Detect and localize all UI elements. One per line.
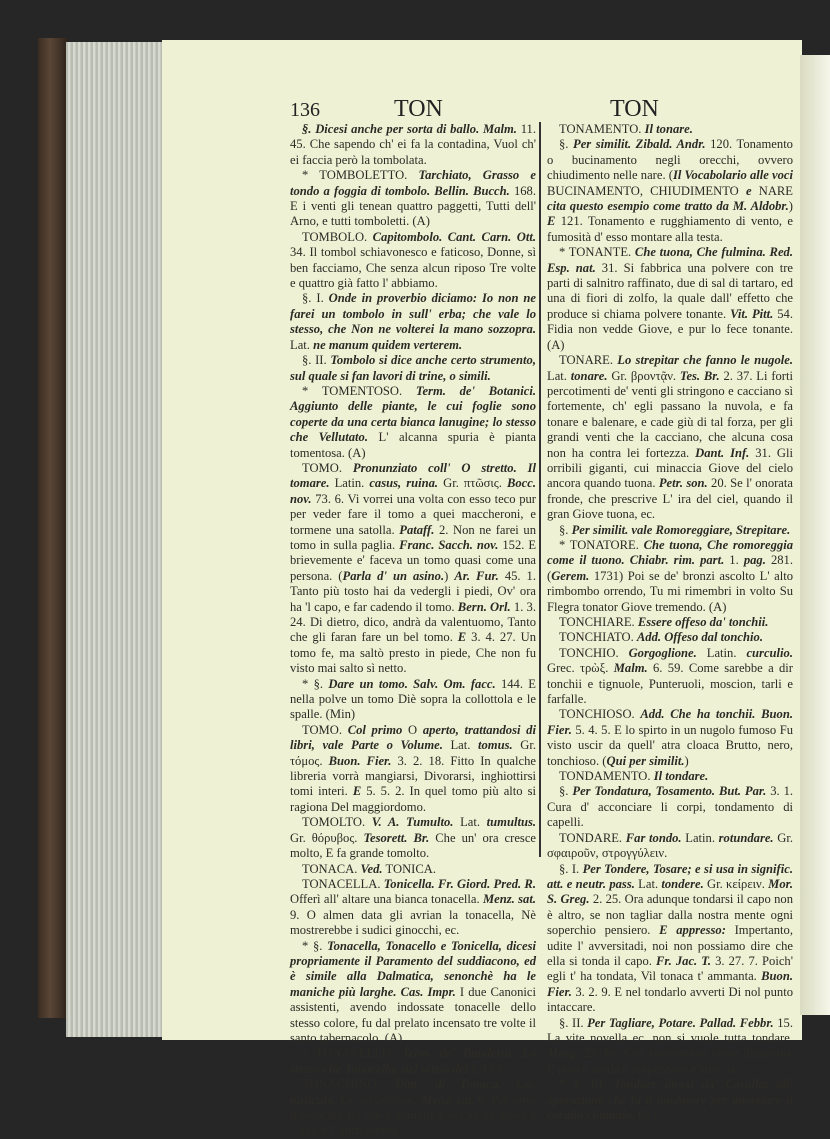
roman-text: ) (788, 199, 793, 214)
italic-text: Fr. Jac. T. (656, 953, 711, 968)
roman-text: 3. 4. 27. Un tomo fe, ma saltò presto in piede, Che non fu visto mai salto sì netto. (290, 630, 536, 676)
roman-text: 31. Si fabbrica una polvere con tre parti di salnitro raffinato, due di sal di tartaro, ed una di fiori di zolfo, la quale dall' effetto che produce si chiama polvere tonante. (547, 260, 793, 321)
roman-text: 281. ( (547, 553, 793, 583)
italic-text: aperto, trattandosi di libri, vale Parte o Volume. (290, 722, 536, 753)
roman-text: * TONACELLO. (302, 1046, 403, 1061)
italic-text: Ar. Fur. (454, 568, 499, 583)
dictionary-entry (290, 168, 536, 230)
italic-text: Tarchiato, Grasso e tondo a foggia di tombolo. Bellin. Bucch. (290, 168, 536, 198)
roman-text: ) (444, 568, 455, 583)
italic-text: Essere offeso da' tonchii. (637, 615, 769, 629)
roman-text: Impertanto, udite l' avversitadi, noi non possiamo dire che ella si tonda il capo. (547, 923, 793, 968)
roman-text: §. (A) (467, 1061, 502, 1076)
dictionary-entry (547, 831, 793, 862)
roman-text: §. (559, 784, 573, 799)
roman-text: 15. La vite novella ec. non si vuole tutta tondare. (547, 1015, 794, 1045)
dictionary-entry (547, 122, 793, 137)
roman-text: 34. Il tombol schiavonesco e faticoso, Donne, sì ben facciamo, Che senza alcun riposo Tre volte e quattro già fatto l' abbiamo. (290, 245, 536, 291)
italic-text: Petr. son. (658, 476, 708, 491)
roman-text: TONARE. (559, 353, 618, 368)
roman-text: 3. 2. 9. E nel tondarlo avverti Di nol punto intaccare. (547, 984, 793, 1015)
roman-text: 5. 4. 5. E lo spirto in un nugolo fumoso Fu visto uscir da quell' atra cloaca Brutto, nero, tonchioso. ( (547, 722, 793, 768)
italic-text: Che tuona, Che fulmina. Red. Esp. nat. (547, 245, 793, 275)
roman-text: 9. O almen data gli avrian la tonacella, Nè mostrerebbe i sudici ginocchi, ec. (290, 907, 536, 938)
roman-text: Latin. (696, 645, 747, 660)
dictionary-entry (547, 523, 793, 538)
roman-text: Lat. (501, 1077, 536, 1092)
roman-text: 144. E nella polve un tomo Diè sopra la collottola e le spalle. (Min) (290, 676, 536, 722)
italic-text: tomus. (478, 738, 513, 753)
roman-text: 27. 66. Che combatteva come disperato, E pota e tonda e scapezzava e stralcia. (547, 1046, 793, 1076)
roman-text: Gr. χιτωνίσκος. (336, 1092, 422, 1107)
italic-text: §. Dicesi anche per sorta di ballo. Malm. (302, 122, 517, 136)
italic-text: Onde in proverbio diciamo: Io non ne farei un tombolo in sull' erba; che vale lo stesso, che Non ne volterei la mano sozzopra. (290, 291, 536, 337)
italic-text: Gorgoglione. (628, 645, 697, 660)
roman-text: Grec. τρὼξ. (547, 661, 614, 676)
dictionary-entry (547, 245, 793, 353)
roman-text: 31. Gli orribili giganti, cui minaccia Giove del cielo ancora quando tuona. (547, 445, 793, 491)
italic-text: Tes. Br. (679, 368, 720, 383)
italic-text: Dant. Inf. (695, 445, 750, 460)
italic-text: Il tondare. (653, 769, 709, 784)
roman-text: * TONATORE. (559, 537, 644, 552)
facing-page-edge (800, 55, 830, 1015)
italic-text: Add. Offeso dal tonchio. (636, 630, 763, 645)
running-head-right: TON (610, 96, 659, 122)
italic-text: Menz. sat. (421, 1092, 475, 1107)
roman-text: §. I. (302, 291, 329, 306)
roman-text: 168. E i venti gli tenean quattro paggetti, Tutti dell' Arno, e tutti tomboletti. (A) (290, 183, 537, 229)
roman-text: Gr. πτῶσις. (438, 476, 507, 491)
italic-text: Morg. (547, 1046, 579, 1061)
roman-text: 20. Se l' onorata fronde, che prescrive L' ira del ciel, quando il gran Giove tuona, ec. (547, 476, 793, 522)
dictionary-entry (547, 1077, 793, 1123)
roman-text: 6. Pur sotto il tonachin fia che s' appiatte Ciò che lor grava e l' uno e l' altro lombo. (290, 1092, 536, 1138)
dictionary-entry (290, 461, 536, 677)
dictionary-entry (290, 862, 536, 877)
roman-text: 3. 27. 7. Poich' egli t' ha tondata, Vil tonaca t' ammanta. (547, 953, 793, 984)
italic-text: Lo strepitar che fanno le nugole. (617, 353, 793, 368)
dictionary-entry (290, 353, 536, 384)
roman-text: 1. (724, 553, 744, 568)
roman-text: I due Canonici assistenti, avendo indossate tonacelle dello stesso colore, fu dal prelato incensato tre volte il santo tabernacolo. (A) (290, 984, 536, 1045)
italic-text: rotundare. (718, 830, 774, 845)
italic-text: Per Tagliare, Potare. Pallad. Febbr. (587, 1015, 774, 1030)
dictionary-entry (547, 353, 793, 522)
dictionary-entry (547, 615, 793, 630)
roman-text: Offerì all' altare una bianca tonacella. (290, 892, 483, 907)
roman-text: 3. 2. 18. Fitto In qualche libreria vorrà mangiarsi, Divorarsi, inghiottirsi tomi interi. (290, 753, 536, 799)
italic-text: Il tonare. (644, 122, 693, 136)
roman-text: §. II. (302, 353, 331, 368)
italic-text: Che tuona, Che romoreggia come il tuono. Chiabr. rim. part. (547, 537, 793, 568)
italic-text: Tondare dicesi da' Corallai all' operazione che fa il tondatore per attondare il corallo chianato. (547, 1077, 794, 1122)
left-column (290, 122, 536, 1139)
roman-text: TONCHIOSO. (559, 707, 641, 722)
roman-text: L' alcanna spuria è pianta tomentosa. (A) (290, 430, 537, 460)
page-number: 136 (290, 99, 320, 121)
italic-text: Term. de' Banderai. Lo stesso che Tonacella, nel senso del (290, 1046, 536, 1076)
roman-text: TONCHIATO. (559, 630, 637, 645)
dictionary-entry (290, 815, 536, 861)
roman-text: * §. (302, 938, 328, 953)
italic-text: cita questo esempio come tratto da M. Aldobr. (547, 199, 789, 214)
roman-text: Lat. (442, 738, 478, 753)
page-edges (66, 42, 164, 1037)
roman-text: TONACELLA. (302, 876, 384, 891)
roman-text: §. II. (559, 1015, 588, 1030)
italic-text: Tonacella, Tonacello e Tonicella, dicesi propriamente il Paramento del suddiacono, ed è simile alla Dalmatica, senonchè ha le maniche più larghe. Cas. Impr. (290, 938, 536, 999)
italic-text: Add. Che ha tonchii. Buon. Fier. (547, 707, 793, 737)
italic-text: E (352, 784, 362, 799)
italic-text: Qui per similit. (606, 753, 685, 768)
italic-text: Pataff. (399, 522, 435, 537)
italic-text: Tonicella. Fr. Giord. Pred. R. (383, 876, 536, 891)
roman-text: 2. 25. Ora adunque tondarsi il capo non è altro, se non tagliar dalla nostra mente ogni soperchio pensiero. (547, 892, 793, 938)
italic-text: Parla d' un asino. (342, 568, 445, 583)
italic-text: e (745, 183, 752, 198)
dictionary-entry (290, 877, 536, 939)
italic-text: Dim. di Tonaca. (394, 1077, 502, 1092)
italic-text: Ved. (360, 861, 383, 876)
italic-text: Term. de' Botanici. Aggiunto delle piante, le cui foglie sono coperte da una certa bianca lanugine; lo stesso che Vellutato. (290, 383, 537, 445)
roman-text: 2. 37. Li forti percotimenti de' venti gli stringono e cacciano sì fortemente, ch' egli passano la nuvola, e fa tonare e balenare, e cade giù di tal forza, per gli grandi venti che la cacciano, che alcuna cosa non ha contra lei fortezza. (547, 368, 793, 460)
dictionary-entry (547, 707, 793, 769)
italic-text: Per similit. vale Romoreggiare, Strepitare. (571, 522, 791, 537)
roman-text: Lat. (453, 815, 487, 830)
dictionary-entry (547, 538, 793, 615)
dictionary-entry (547, 646, 793, 708)
italic-text: Il Vocabolario alle voci (672, 168, 793, 183)
roman-text: Latin. (681, 830, 719, 845)
italic-text: Capitombolo. Cant. Carn. Ott. (372, 229, 536, 244)
roman-text: 1. 3. 24. Di dietro, dico, andrà da valentuomo, Tanto che gli faran fare un bel tomo. (290, 599, 537, 645)
roman-text: (A) (635, 1108, 656, 1122)
roman-text: TONDAMENTO. (559, 769, 654, 784)
italic-text: E appresso: (659, 923, 726, 938)
roman-text: * §. III. (559, 1077, 614, 1092)
dictionary-entry (547, 630, 793, 645)
roman-text: TONDARE. (559, 830, 626, 845)
dictionary-entry (290, 1046, 536, 1077)
italic-text: Gerem. (551, 568, 590, 583)
dictionary-entry (547, 862, 793, 1016)
roman-text: Gr. κείρειν. (703, 876, 769, 891)
roman-text: * TONANTE. (559, 245, 635, 260)
italic-text: casus, ruina. (369, 476, 439, 491)
roman-text: 54. Fidia non vedde Giove, e pur lo fece tonante. (A) (547, 306, 794, 352)
roman-text: NARE (751, 183, 794, 198)
roman-text: §. (559, 522, 572, 537)
roman-text: Latin. (329, 476, 370, 491)
italic-text: Menz. sat. (482, 892, 536, 907)
roman-text: 3. 1. Cura d' acconciare li corpi, tondamento di capelli. (547, 784, 794, 830)
italic-text: Tesorett. Br. (363, 830, 430, 845)
italic-text: Mor. S. Greg. (547, 876, 793, 907)
dictionary-entry (547, 784, 793, 830)
dictionary-entry (290, 122, 536, 168)
dictionary-entry (547, 1016, 793, 1078)
roman-text: TONCHIARE. (559, 615, 638, 629)
italic-text: Dare un tomo. Salv. Om. facc. (328, 676, 496, 691)
italic-text: Per Tondatura, Tosamento. But. Par. (572, 784, 767, 799)
italic-text: ne manum quidem verterem. (313, 337, 463, 352)
roman-text: Gr. βροντᾷν. (607, 368, 680, 383)
roman-text: 120. Tonamento o bucinamento negli orecchi, ovvero chiudimento nelle nare. ( (547, 137, 793, 183)
roman-text: TONACHINO. (302, 1077, 395, 1092)
roman-text: 73. 6. Vi vorrei una volta con esso teco pur per veder fare il tomo a quei maccheroni, e tormene una satolla. (290, 491, 536, 537)
italic-text: E (547, 214, 556, 229)
italic-text: Per similit. Zibald. Andr. (573, 137, 706, 152)
italic-text: Tombolo si dice anche certo strumento, sul quale si fan lavori di trine, o simili. (290, 353, 537, 383)
italic-text: tondere. (661, 876, 704, 891)
roman-text: Che un' ora cresce molto, E fa grande tomolto. (290, 830, 537, 861)
roman-text: TONICA. (382, 861, 437, 876)
dictionary-entry (290, 230, 536, 292)
roman-text: * §. (302, 676, 329, 691)
italic-text: Buon. Fier. (328, 753, 392, 768)
roman-text: 152. E brievemente e' faceva un tomo quasi come una persona. ( (290, 537, 537, 583)
dictionary-entry (290, 677, 536, 723)
roman-text: TOMOLTO. (302, 815, 372, 830)
italic-text: Bern. Orl. (457, 599, 511, 614)
roman-text: 5. 5. 2. In quel tomo più alto si ragiona Del maggiordomo. (290, 784, 536, 814)
dictionary-entry (290, 291, 536, 353)
roman-text: BUCINAMENTO, CHIUDIMENTO (547, 183, 746, 198)
roman-text: * TOMBOLETTO. (302, 168, 419, 183)
dictionary-entry (290, 723, 536, 815)
roman-text: 11. 45. Che sapendo ch' ei fa la contadina, Vuol ch' ei faccia però la tombolata. (290, 122, 536, 167)
column-divider (539, 122, 541, 857)
italic-text: Malm. (613, 661, 648, 676)
roman-text: Lat. (634, 876, 662, 891)
roman-text: 1731) Poi se de' bronzi ascolto L' alto rimbombo orrendo, Tu mi rimembri in volto Su Flegra tonator Giove tremendo. (A) (547, 568, 793, 614)
roman-text: Lat. (547, 368, 571, 383)
roman-text: Gr. τόμος. (290, 738, 537, 768)
dictionary-entry (290, 384, 536, 461)
running-head-left: TON (394, 96, 443, 122)
italic-text: tunicula. (290, 1092, 337, 1107)
italic-text: Vit. Pitt. (730, 306, 774, 321)
dictionary-entry (290, 1077, 536, 1139)
italic-text: tonare. (570, 368, 608, 383)
italic-text: V. A. Tumulto. (371, 815, 454, 830)
roman-text: TONCHIO. (559, 645, 629, 660)
italic-text: Far tondo. (625, 830, 682, 845)
dictionary-entry (290, 939, 536, 1047)
italic-text: tumultus. (486, 815, 537, 830)
roman-text: TONACA. (302, 861, 361, 876)
roman-text: ) (684, 753, 689, 768)
roman-text: 45. 1. Tanto più tosto hai da vedergli i piedi, Ov' ora ha 'l capo, e far cadendo il tomo. (290, 568, 536, 614)
italic-text: curculio. (746, 645, 793, 660)
roman-text: §. (559, 137, 574, 152)
italic-text: Bocc. nov. (290, 476, 536, 506)
roman-text: TOMO. (302, 460, 353, 475)
roman-text: TOMO. (302, 722, 348, 737)
italic-text: E (457, 630, 467, 645)
italic-text: Per Tondere, Tosare; e si usa in signific. att. e neutr. pass. (547, 861, 793, 891)
dictionary-entry (547, 769, 793, 784)
italic-text: Col primo (347, 722, 403, 737)
roman-text: Gr. θόρυβος. (290, 830, 364, 845)
roman-text: 6. 59. Come sarebbe a dir tonchii e tignuole, Punteruoli, moscion, tarli e farfalle. (547, 661, 794, 707)
book-cover-spine (38, 38, 68, 1018)
roman-text: O (402, 722, 423, 737)
italic-text: Pronunziato coll' O stretto. Il tomare. (290, 460, 537, 491)
roman-text: §. I. (559, 861, 583, 876)
italic-text: pag. (743, 553, 766, 568)
roman-text: * TOMENTOSO. (302, 383, 416, 398)
italic-text: Buon. Fier. (547, 969, 793, 999)
roman-text: 121. Tonamento e rugghiamento di vento, e fumosità d' esso montare alla testa. (547, 214, 793, 244)
dictionary-entry (547, 137, 793, 245)
roman-text: TOMBOLO. (302, 229, 373, 244)
roman-text: Lat. (290, 337, 314, 352)
italic-text: Franc. Sacch. nov. (399, 537, 499, 552)
roman-text: Gr. σφαιροῦν, στρογγύλειν. (547, 830, 794, 861)
right-column (547, 122, 793, 1123)
roman-text: TONAMENTO. (559, 122, 645, 136)
roman-text: 2. Non ne farei un tomo in sulla paglia. (290, 522, 536, 552)
